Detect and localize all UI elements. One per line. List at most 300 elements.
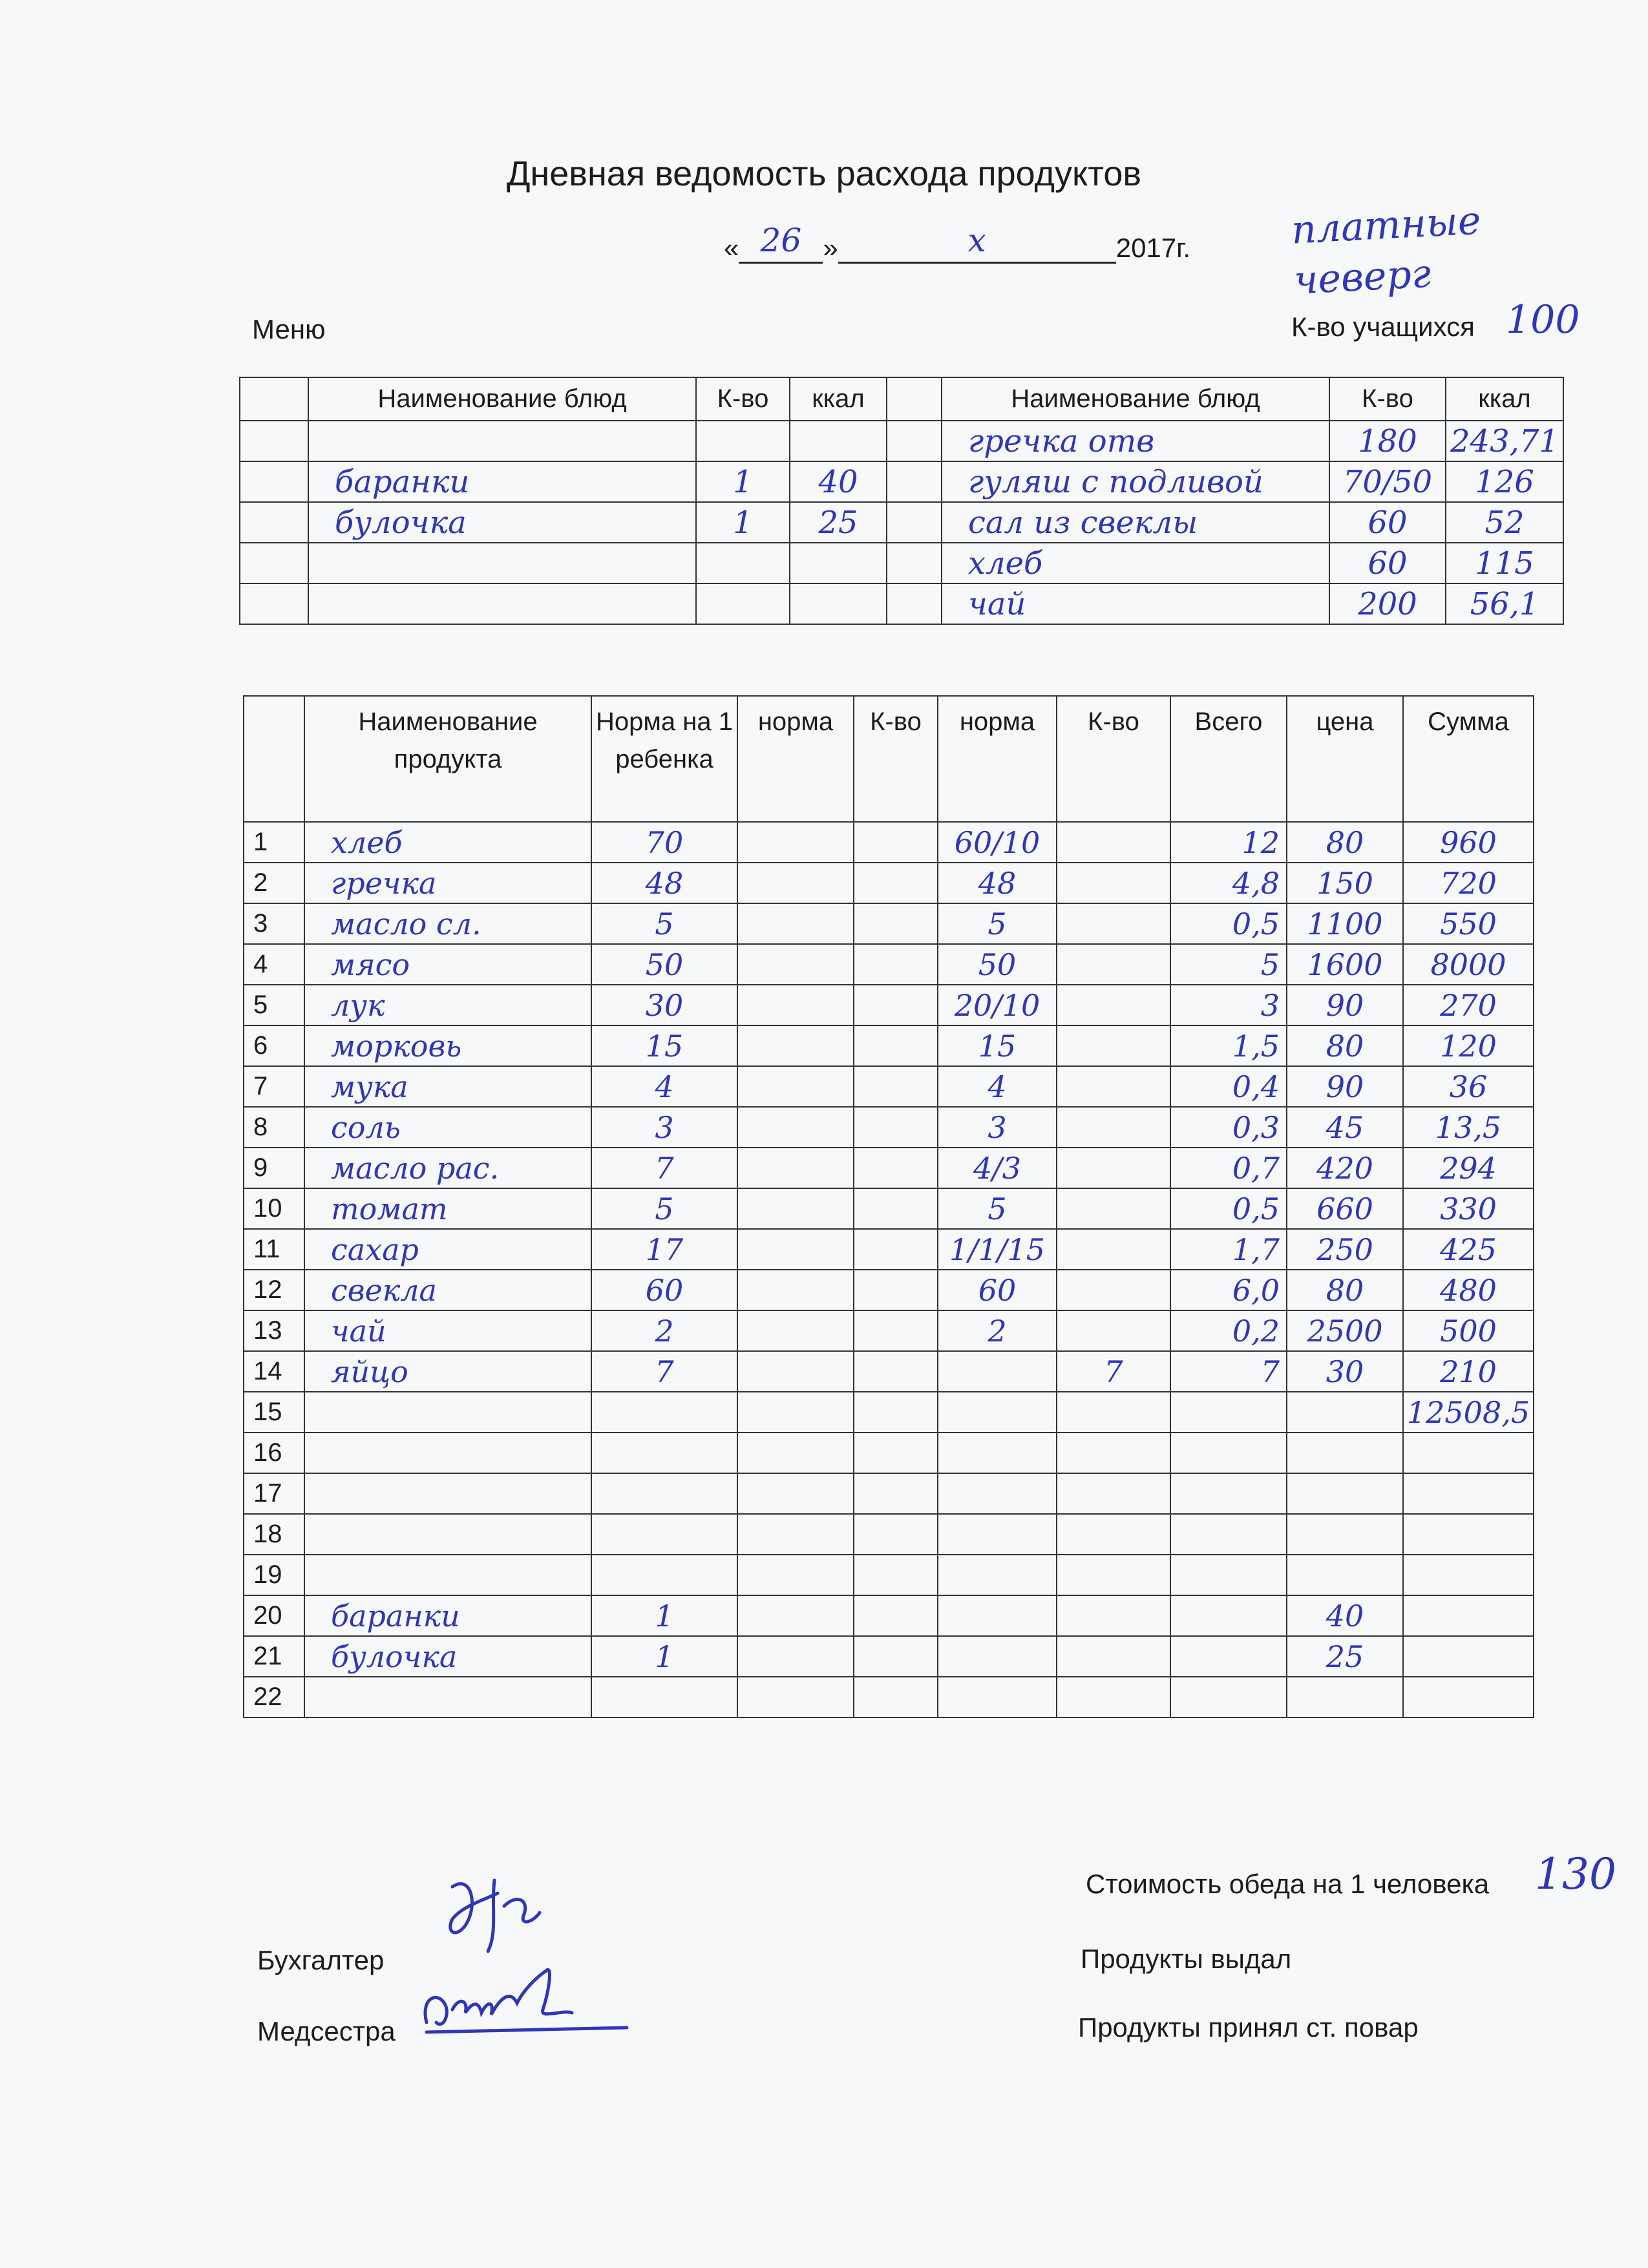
- menu-cell-dish-left[interactable]: [308, 421, 696, 461]
- product-cell-total[interactable]: [1170, 1310, 1287, 1351]
- product-cell-qty-2[interactable]: [1057, 1677, 1170, 1717]
- product-cell-product-name[interactable]: [304, 985, 591, 1025]
- menu-cell-kcal-left[interactable]: [790, 502, 887, 543]
- product-cell-qty-1[interactable]: [854, 903, 938, 944]
- product-cell-total[interactable]: [1170, 1229, 1287, 1270]
- product-cell-total[interactable]: [1170, 1514, 1287, 1555]
- menu-cell-kcal-right-value: 243,71: [1450, 423, 1559, 459]
- menu-cell-dish-left[interactable]: [308, 461, 696, 502]
- menu-header-blank-mid: [887, 377, 942, 421]
- product-cell-qty-2[interactable]: [1057, 1473, 1170, 1514]
- product-row: [244, 944, 1534, 985]
- product-cell-qty-2[interactable]: [1057, 1514, 1170, 1555]
- product-cell-norm-per-child[interactable]: [591, 1229, 737, 1270]
- product-cell-norma-1[interactable]: [737, 1188, 854, 1229]
- menu-cell-qty-right[interactable]: [1329, 421, 1446, 461]
- product-cell-price[interactable]: [1287, 1270, 1403, 1310]
- product-cell-qty-2[interactable]: [1057, 1066, 1170, 1107]
- product-cell-qty-1[interactable]: [854, 1066, 938, 1107]
- product-cell-sum[interactable]: [1403, 1636, 1534, 1677]
- product-cell-sum[interactable]: [1403, 1473, 1534, 1514]
- product-cell-total[interactable]: [1170, 1595, 1287, 1636]
- menu-cell-qty-right-value: 200: [1358, 585, 1417, 622]
- product-cell-norm-per-child[interactable]: [591, 1066, 737, 1107]
- menu-cell-qty-left[interactable]: [696, 583, 790, 624]
- product-cell-product-name[interactable]: [304, 1025, 591, 1066]
- product-row: [244, 1188, 1534, 1229]
- product-row: [244, 985, 1534, 1025]
- product-cell-norma-2[interactable]: [938, 1107, 1057, 1148]
- price-value: 40: [1326, 1598, 1364, 1633]
- menu-cell-dish-left[interactable]: [308, 502, 696, 543]
- menu-cell-kcal-right[interactable]: [1446, 583, 1563, 624]
- product-cell-norm-per-child[interactable]: [591, 1025, 737, 1066]
- product-cell-qty-2[interactable]: [1057, 1270, 1170, 1310]
- menu-cell-blank-mid[interactable]: [887, 543, 942, 583]
- menu-cell-kcal-right-value: 115: [1475, 545, 1534, 582]
- menu-cell-kcal-right[interactable]: [1446, 502, 1563, 543]
- product-cell-price[interactable]: [1287, 1595, 1403, 1636]
- product-cell-norm-per-child[interactable]: [591, 863, 737, 903]
- product-cell-norma-2[interactable]: [938, 863, 1057, 903]
- product-cell-norma-1[interactable]: [737, 1229, 854, 1270]
- menu-cell-qty-left-value: 1: [733, 504, 753, 541]
- product-cell-product-name[interactable]: [304, 1351, 591, 1392]
- menu-cell-blank[interactable]: [240, 421, 308, 461]
- product-cell-price[interactable]: [1287, 985, 1403, 1025]
- product-cell-norma-1[interactable]: [737, 1473, 854, 1514]
- product-cell-qty-2[interactable]: [1057, 1595, 1170, 1636]
- product-cell-qty-2[interactable]: [1057, 1107, 1170, 1148]
- product-cell-qty-2[interactable]: [1057, 1188, 1170, 1229]
- product-cell-norma-2[interactable]: [938, 1677, 1057, 1717]
- menu-cell-kcal-left[interactable]: [790, 461, 887, 502]
- product-cell-norma-1[interactable]: [737, 1636, 854, 1677]
- product-cell-qty-1[interactable]: [854, 1025, 938, 1066]
- norm-per-child-value: 60: [645, 1272, 684, 1308]
- product-cell-norma-1[interactable]: [737, 1351, 854, 1392]
- menu-header-qty-left: К-во: [696, 377, 790, 421]
- sum-value: 425: [1440, 1232, 1497, 1267]
- norm-per-child-value: 48: [645, 865, 684, 901]
- product-cell-norma-2[interactable]: [938, 985, 1057, 1025]
- product-cell-qty-1[interactable]: [854, 822, 938, 863]
- product-cell-qty-1[interactable]: [854, 1392, 938, 1433]
- products-header-qty-1: К-во: [854, 696, 938, 822]
- product-cell-product-name[interactable]: [304, 944, 591, 985]
- product-cell-qty-1[interactable]: [854, 1270, 938, 1310]
- menu-cell-blank[interactable]: [240, 461, 308, 502]
- product-cell-norma-2[interactable]: [938, 1066, 1057, 1107]
- product-cell-total[interactable]: [1170, 822, 1287, 863]
- product-cell-norma-1[interactable]: [737, 1066, 854, 1107]
- total-value: 0,7: [1232, 1150, 1280, 1186]
- product-cell-norma-2[interactable]: [938, 1392, 1057, 1433]
- product-cell-norm-per-child[interactable]: [591, 903, 737, 944]
- product-cell-norma-2[interactable]: [938, 1636, 1057, 1677]
- product-cell-norma-1[interactable]: [737, 903, 854, 944]
- menu-label: Меню: [252, 314, 326, 344]
- product-cell-price[interactable]: [1287, 1310, 1403, 1351]
- menu-cell-dish-right[interactable]: [942, 461, 1329, 502]
- menu-cell-dish-left-value: булочка: [335, 504, 467, 541]
- product-cell-product-name[interactable]: [304, 1270, 591, 1310]
- product-cell-qty-1[interactable]: [854, 1107, 938, 1148]
- product-cell-norma-2[interactable]: [938, 944, 1057, 985]
- product-cell-norma-2[interactable]: [938, 1351, 1057, 1392]
- product-cell-norm-per-child[interactable]: [591, 1310, 737, 1351]
- product-cell-total[interactable]: [1170, 1636, 1287, 1677]
- product-cell-norma-2[interactable]: [938, 1310, 1057, 1351]
- sum-value: 210: [1440, 1354, 1497, 1389]
- product-cell-total[interactable]: [1170, 903, 1287, 944]
- date-open-quote: «: [724, 233, 739, 263]
- product-cell-qty-2[interactable]: [1057, 1148, 1170, 1188]
- product-name-value: томат: [331, 1191, 448, 1226]
- menu-cell-dish-right-value: чай: [968, 585, 1026, 622]
- product-cell-norm-per-child[interactable]: [591, 1351, 737, 1392]
- product-cell-norm-per-child[interactable]: [591, 1148, 737, 1188]
- product-cell-qty-2[interactable]: [1057, 1433, 1170, 1473]
- norm-per-child-value: 1: [655, 1598, 674, 1633]
- products-header-total: Всего: [1170, 696, 1287, 822]
- product-cell-norma-1[interactable]: [737, 1392, 854, 1433]
- product-cell-product-name[interactable]: [304, 1677, 591, 1717]
- product-cell-price[interactable]: [1287, 1351, 1403, 1392]
- product-cell-norma-1[interactable]: [737, 1310, 854, 1351]
- product-cell-norma-1[interactable]: [737, 1555, 854, 1595]
- product-cell-price[interactable]: [1287, 1188, 1403, 1229]
- product-cell-qty-2[interactable]: [1057, 1351, 1170, 1392]
- menu-cell-blank-mid[interactable]: [887, 461, 942, 502]
- product-cell-total[interactable]: [1170, 1188, 1287, 1229]
- product-cell-qty-1[interactable]: [854, 1433, 938, 1473]
- menu-cell-blank-mid[interactable]: [887, 583, 942, 624]
- product-cell-norma-2[interactable]: [938, 1595, 1057, 1636]
- product-cell-norm-per-child[interactable]: [591, 1636, 737, 1677]
- menu-cell-qty-left[interactable]: [696, 421, 790, 461]
- product-cell-sum[interactable]: [1403, 1433, 1534, 1473]
- menu-cell-qty-left[interactable]: [696, 502, 790, 543]
- product-cell-product-name[interactable]: [304, 1148, 591, 1188]
- product-cell-price[interactable]: [1287, 1677, 1403, 1717]
- product-cell-norma-1[interactable]: [737, 1270, 854, 1310]
- product-cell-sum[interactable]: [1403, 822, 1534, 863]
- product-cell-norm-per-child[interactable]: [591, 1514, 737, 1555]
- menu-header-kcal-left: ккал: [790, 377, 887, 421]
- product-cell-norma-1[interactable]: [737, 985, 854, 1025]
- product-cell-norma-2[interactable]: [938, 903, 1057, 944]
- product-cell-total[interactable]: [1170, 1555, 1287, 1595]
- product-cell-qty-2[interactable]: [1057, 1636, 1170, 1677]
- product-cell-price[interactable]: [1287, 1473, 1403, 1514]
- product-cell-row-number: 21: [244, 1636, 304, 1677]
- product-cell-product-name[interactable]: [304, 1392, 591, 1433]
- product-cell-norma-2[interactable]: [938, 1555, 1057, 1595]
- product-cell-qty-2[interactable]: [1057, 822, 1170, 863]
- product-cell-sum[interactable]: [1403, 1677, 1534, 1717]
- product-cell-norma-1[interactable]: [737, 944, 854, 985]
- product-cell-qty-1[interactable]: [854, 1514, 938, 1555]
- product-cell-total[interactable]: [1170, 985, 1287, 1025]
- product-cell-sum[interactable]: [1403, 944, 1534, 985]
- product-cell-row-number: 6: [244, 1025, 304, 1066]
- product-cell-total[interactable]: [1170, 1270, 1287, 1310]
- product-cell-price[interactable]: [1287, 903, 1403, 944]
- total-value: 0,4: [1232, 1069, 1280, 1104]
- product-cell-sum[interactable]: [1403, 1188, 1534, 1229]
- product-cell-qty-1[interactable]: [854, 1351, 938, 1392]
- product-cell-product-name[interactable]: [304, 1229, 591, 1270]
- menu-cell-kcal-right[interactable]: [1446, 421, 1563, 461]
- total-value: 0,2: [1232, 1313, 1280, 1349]
- product-cell-qty-1[interactable]: [854, 1188, 938, 1229]
- product-cell-price[interactable]: [1287, 822, 1403, 863]
- product-cell-row-number: 11: [244, 1229, 304, 1270]
- product-cell-norma-2[interactable]: [938, 1514, 1057, 1555]
- product-cell-total[interactable]: [1170, 944, 1287, 985]
- product-cell-sum[interactable]: [1403, 1229, 1534, 1270]
- product-cell-price[interactable]: [1287, 1433, 1403, 1473]
- product-cell-qty-1[interactable]: [854, 1310, 938, 1351]
- product-cell-norma-1[interactable]: [737, 1595, 854, 1636]
- accountant-signature: [427, 1867, 556, 1958]
- menu-cell-dish-right[interactable]: [942, 421, 1329, 461]
- product-cell-total[interactable]: [1170, 1392, 1287, 1433]
- product-cell-qty-2[interactable]: [1057, 1392, 1170, 1433]
- product-cell-norma-2[interactable]: [938, 1433, 1057, 1473]
- product-cell-sum[interactable]: [1403, 1351, 1534, 1392]
- product-cell-product-name[interactable]: [304, 1188, 591, 1229]
- product-cell-norma-1[interactable]: [737, 1148, 854, 1188]
- product-cell-qty-1[interactable]: [854, 1473, 938, 1514]
- product-cell-total[interactable]: [1170, 1433, 1287, 1473]
- price-value: 150: [1316, 865, 1373, 901]
- product-cell-qty-1[interactable]: [854, 1636, 938, 1677]
- product-cell-product-name[interactable]: [304, 1107, 591, 1148]
- product-cell-price[interactable]: [1287, 863, 1403, 903]
- product-cell-price[interactable]: [1287, 1025, 1403, 1066]
- product-cell-qty-2[interactable]: [1057, 903, 1170, 944]
- product-cell-sum[interactable]: [1403, 1514, 1534, 1555]
- product-cell-norma-1[interactable]: [737, 1677, 854, 1717]
- product-cell-norm-per-child[interactable]: [591, 1473, 737, 1514]
- date-month-field[interactable]: [838, 222, 1116, 264]
- menu-cell-kcal-right[interactable]: [1446, 461, 1563, 502]
- menu-header-kcal-right: ккал: [1446, 377, 1563, 421]
- product-cell-norma-2[interactable]: [938, 1229, 1057, 1270]
- menu-cell-dish-right[interactable]: [942, 583, 1329, 624]
- date-day-field[interactable]: [739, 222, 823, 264]
- menu-cell-dish-left[interactable]: [308, 583, 696, 624]
- product-cell-norma-2[interactable]: [938, 822, 1057, 863]
- product-cell-product-name[interactable]: [304, 1514, 591, 1555]
- product-cell-norma-1[interactable]: [737, 1107, 854, 1148]
- sum-value: 13,5: [1435, 1109, 1502, 1145]
- product-name-value: баранки: [331, 1598, 460, 1633]
- menu-cell-dish-right-value: гуляш с подливой: [968, 463, 1263, 500]
- menu-cell-qty-right[interactable]: [1329, 543, 1446, 583]
- norma-2-value: 4/3: [973, 1150, 1022, 1186]
- product-cell-total[interactable]: [1170, 1066, 1287, 1107]
- product-cell-qty-1[interactable]: [854, 863, 938, 903]
- product-cell-row-number: 7: [244, 1066, 304, 1107]
- menu-cell-kcal-left[interactable]: [790, 421, 887, 461]
- product-cell-qty-1[interactable]: [854, 1229, 938, 1270]
- menu-cell-qty-left[interactable]: [696, 461, 790, 502]
- product-cell-qty-1[interactable]: [854, 1595, 938, 1636]
- product-cell-qty-2[interactable]: [1057, 1025, 1170, 1066]
- products-header-price: цена: [1287, 696, 1403, 822]
- menu-cell-dish-right[interactable]: [942, 502, 1329, 543]
- product-cell-qty-2[interactable]: [1057, 985, 1170, 1025]
- product-cell-qty-2[interactable]: [1057, 1555, 1170, 1595]
- product-cell-price[interactable]: [1287, 1392, 1403, 1433]
- product-cell-price[interactable]: [1287, 1107, 1403, 1148]
- product-cell-qty-1[interactable]: [854, 985, 938, 1025]
- product-cell-price[interactable]: [1287, 944, 1403, 985]
- total-value: 0,5: [1232, 1191, 1280, 1226]
- date-line: [724, 222, 1191, 264]
- products-received-label: Продукты принял ст. повар: [1078, 2012, 1419, 2042]
- menu-cell-dish-left[interactable]: [308, 543, 696, 583]
- product-cell-norm-per-child[interactable]: [591, 1433, 737, 1473]
- product-cell-qty-1[interactable]: [854, 1677, 938, 1717]
- menu-cell-kcal-left[interactable]: [790, 543, 887, 583]
- product-cell-qty-2[interactable]: [1057, 944, 1170, 985]
- product-cell-total[interactable]: [1170, 1677, 1287, 1717]
- product-cell-total[interactable]: [1170, 863, 1287, 903]
- product-cell-norma-1[interactable]: [737, 1514, 854, 1555]
- product-cell-norma-2[interactable]: [938, 1025, 1057, 1066]
- norma-2-value: 15: [978, 1028, 1017, 1064]
- product-cell-sum[interactable]: [1403, 863, 1534, 903]
- product-cell-price[interactable]: [1287, 1066, 1403, 1107]
- norm-per-child-value: 5: [655, 1191, 674, 1226]
- norma-2-value: 3: [988, 1109, 1007, 1145]
- menu-cell-kcal-left[interactable]: [790, 583, 887, 624]
- menu-cell-blank[interactable]: [240, 543, 308, 583]
- product-cell-sum[interactable]: [1403, 1595, 1534, 1636]
- product-cell-product-name[interactable]: [304, 822, 591, 863]
- products-issued-label: Продукты выдал: [1081, 1944, 1292, 1974]
- product-cell-product-name[interactable]: [304, 863, 591, 903]
- date-close-quote: »: [823, 233, 838, 263]
- menu-cell-blank[interactable]: [240, 502, 308, 543]
- product-cell-sum[interactable]: [1403, 1025, 1534, 1066]
- menu-cell-kcal-right-value: 52: [1484, 504, 1525, 541]
- menu-cell-blank-mid[interactable]: [887, 421, 942, 461]
- product-cell-product-name[interactable]: [304, 1555, 591, 1595]
- product-cell-norm-per-child[interactable]: [591, 1188, 737, 1229]
- product-cell-norm-per-child[interactable]: [591, 1107, 737, 1148]
- product-cell-norma-2[interactable]: [938, 1270, 1057, 1310]
- product-cell-norma-1[interactable]: [737, 822, 854, 863]
- sum-value: 720: [1440, 865, 1497, 901]
- menu-cell-qty-right[interactable]: [1329, 461, 1446, 502]
- product-cell-sum[interactable]: [1403, 1148, 1534, 1188]
- product-cell-qty-2[interactable]: [1057, 1310, 1170, 1351]
- product-cell-norm-per-child[interactable]: [591, 1555, 737, 1595]
- product-cell-norma-2[interactable]: [938, 1148, 1057, 1188]
- product-cell-sum[interactable]: [1403, 1392, 1534, 1433]
- product-row: [244, 1148, 1534, 1188]
- product-cell-total[interactable]: [1170, 1025, 1287, 1066]
- product-cell-product-name[interactable]: [304, 1310, 591, 1351]
- product-cell-price[interactable]: [1287, 1555, 1403, 1595]
- product-cell-sum[interactable]: [1403, 1107, 1534, 1148]
- product-cell-product-name[interactable]: [304, 1066, 591, 1107]
- menu-cell-qty-right-value: 180: [1358, 423, 1417, 459]
- product-cell-qty-2[interactable]: [1057, 863, 1170, 903]
- norm-per-child-value: 2: [655, 1313, 674, 1349]
- norm-per-child-value: 4: [655, 1069, 674, 1104]
- product-cell-norm-per-child[interactable]: [591, 1677, 737, 1717]
- product-cell-sum[interactable]: [1403, 1555, 1534, 1595]
- product-cell-total[interactable]: [1170, 1107, 1287, 1148]
- product-cell-product-name[interactable]: [304, 903, 591, 944]
- menu-cell-qty-left-value: 1: [733, 463, 753, 500]
- menu-cell-blank[interactable]: [240, 583, 308, 624]
- product-cell-norma-1[interactable]: [737, 1025, 854, 1066]
- menu-cell-dish-right[interactable]: [942, 543, 1329, 583]
- product-cell-price[interactable]: [1287, 1636, 1403, 1677]
- product-cell-sum[interactable]: [1403, 903, 1534, 944]
- product-cell-sum[interactable]: [1403, 1066, 1534, 1107]
- product-cell-product-name[interactable]: [304, 1433, 591, 1473]
- menu-cell-qty-left[interactable]: [696, 543, 790, 583]
- product-cell-price[interactable]: [1287, 1229, 1403, 1270]
- product-cell-qty-2[interactable]: [1057, 1229, 1170, 1270]
- product-cell-norm-per-child[interactable]: [591, 1392, 737, 1433]
- product-cell-norm-per-child[interactable]: [591, 985, 737, 1025]
- menu-cell-kcal-right[interactable]: [1446, 543, 1563, 583]
- product-cell-sum[interactable]: [1403, 1310, 1534, 1351]
- product-cell-norma-2[interactable]: [938, 1473, 1057, 1514]
- product-cell-qty-1[interactable]: [854, 1555, 938, 1595]
- product-cell-sum[interactable]: [1403, 1270, 1534, 1310]
- product-cell-norm-per-child[interactable]: [591, 944, 737, 985]
- product-cell-norm-per-child[interactable]: [591, 822, 737, 863]
- product-cell-product-name[interactable]: [304, 1636, 591, 1677]
- price-value: 45: [1326, 1109, 1364, 1145]
- product-cell-norm-per-child[interactable]: [591, 1270, 737, 1310]
- product-cell-qty-1[interactable]: [854, 944, 938, 985]
- product-cell-sum[interactable]: [1403, 985, 1534, 1025]
- product-cell-price[interactable]: [1287, 1148, 1403, 1188]
- total-value: 7: [1260, 1354, 1280, 1389]
- menu-cell-qty-right[interactable]: [1329, 583, 1446, 624]
- product-cell-total[interactable]: [1170, 1351, 1287, 1392]
- product-cell-product-name[interactable]: [304, 1473, 591, 1514]
- product-cell-norma-1[interactable]: [737, 1433, 854, 1473]
- product-cell-total[interactable]: [1170, 1148, 1287, 1188]
- product-cell-qty-1[interactable]: [854, 1148, 938, 1188]
- menu-cell-blank-mid[interactable]: [887, 502, 942, 543]
- product-cell-price[interactable]: [1287, 1514, 1403, 1555]
- price-value: 80: [1326, 824, 1364, 860]
- document-title: Дневная ведомость расхода продуктов: [506, 154, 1142, 193]
- product-cell-norma-2[interactable]: [938, 1188, 1057, 1229]
- product-cell-row-number: 19: [244, 1555, 304, 1595]
- product-cell-total[interactable]: [1170, 1473, 1287, 1514]
- product-cell-norma-1[interactable]: [737, 863, 854, 903]
- product-name-value: сахар: [331, 1232, 419, 1267]
- menu-cell-dish-right-value: сал из свеклы: [968, 504, 1198, 541]
- product-cell-norm-per-child[interactable]: [591, 1595, 737, 1636]
- product-cell-product-name[interactable]: [304, 1595, 591, 1636]
- menu-cell-qty-right[interactable]: [1329, 502, 1446, 543]
